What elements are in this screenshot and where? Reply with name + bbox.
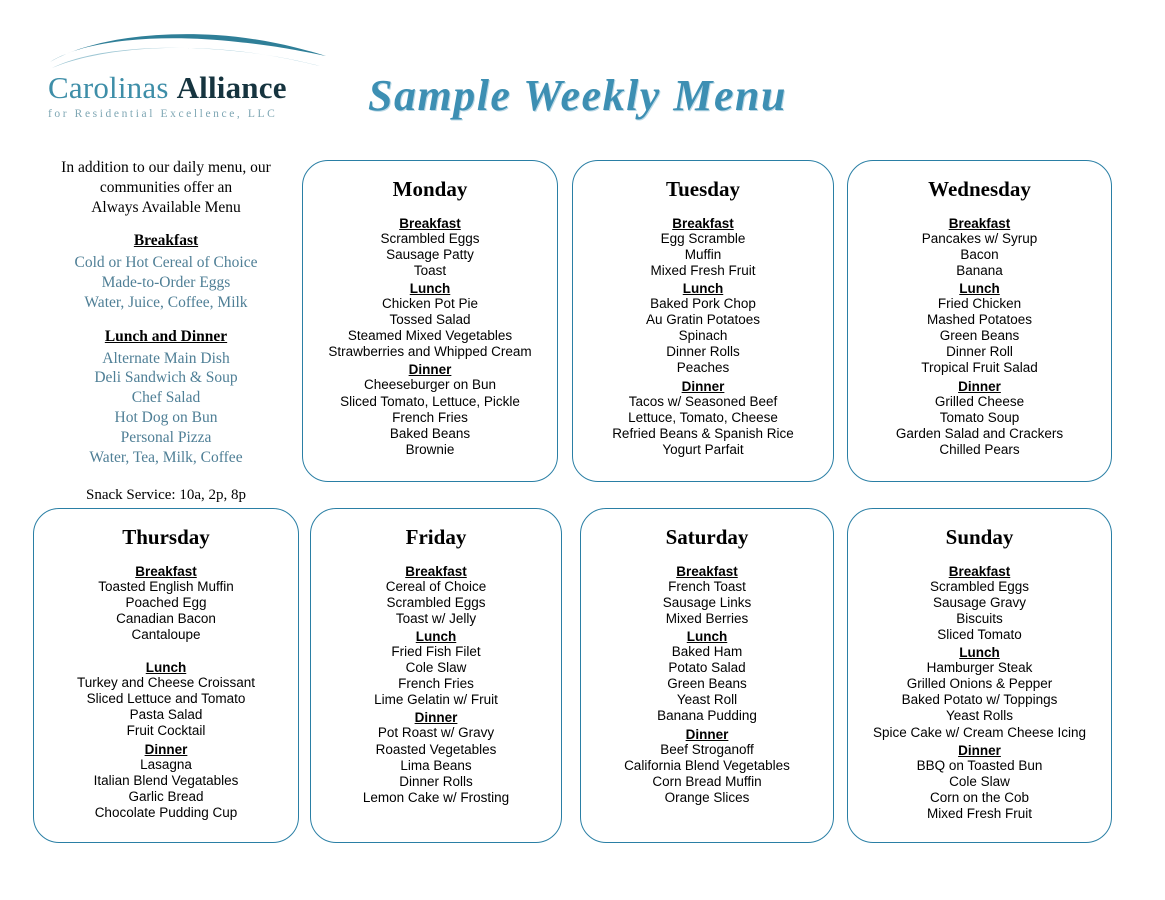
always-available-sections <box>30 231 302 467</box>
menu-item: Dinner Roll <box>946 344 1013 360</box>
menu-item: Baked Beans <box>389 425 471 441</box>
menu-item: Chicken Pot Pie <box>381 296 479 312</box>
menu-item: Dinner Rolls <box>399 773 473 789</box>
day-card-wednesday <box>847 160 1112 482</box>
menu-item: Green Beans <box>939 328 1020 344</box>
always-available-intro-line: Always Available Menu <box>91 198 241 216</box>
menu-item: French Fries <box>392 409 468 425</box>
menu-item: Dinner Rolls <box>666 344 740 360</box>
menu-item: Lima Beans <box>400 757 472 773</box>
menu-item: Scrambled Eggs <box>380 231 480 246</box>
meal-heading-dinner: Dinner <box>685 726 729 742</box>
meal-heading-dinner: Dinner <box>414 710 458 726</box>
menu-item: Sausage Links <box>662 595 752 611</box>
menu-item: Mixed Fresh Fruit <box>926 805 1033 821</box>
menu-item: Tropical Fruit Salad <box>921 360 1038 376</box>
day-title: Saturday <box>665 525 749 549</box>
menu-item: Baked Pork Chop <box>650 296 756 312</box>
day-card-monday <box>302 160 558 482</box>
menu-item: Scrambled Eggs <box>386 595 486 611</box>
always-available-item: Alternate Main Dish <box>102 349 230 367</box>
always-available-item: Personal Pizza <box>120 428 212 446</box>
always-available-item: Made-to-Order Eggs <box>101 274 231 292</box>
menu-item: Mashed Potatoes <box>926 312 1033 328</box>
menu-item: Tomato Soup <box>939 409 1020 425</box>
day-card-saturday <box>580 508 834 843</box>
day-title: Sunday <box>945 525 1014 549</box>
menu-item: Banana <box>956 263 1003 279</box>
menu-item: Mixed Berries <box>665 611 749 627</box>
meal-heading-lunch: Lunch <box>682 281 724 297</box>
day-title: Wednesday <box>928 177 1031 201</box>
menu-item: Garden Salad and Crackers <box>895 425 1064 441</box>
always-available-heading: Lunch and Dinner <box>104 327 228 345</box>
meal-heading-breakfast: Breakfast <box>676 564 738 579</box>
logo-swoosh-icon <box>48 32 330 74</box>
meal-heading-breakfast: Breakfast <box>135 564 197 579</box>
menu-item: Refried Beans & Spanish Rice <box>612 425 794 441</box>
menu-item: Mixed Fresh Fruit <box>650 263 756 279</box>
menu-item: Beef Stroganoff <box>660 741 754 757</box>
day-card-sunday <box>847 508 1112 843</box>
meal-heading-dinner: Dinner <box>958 378 1001 394</box>
meal-heading-lunch: Lunch <box>145 660 187 676</box>
menu-item: Peaches <box>676 360 730 376</box>
menu-item: Au Gratin Potatoes <box>645 312 761 328</box>
meal-heading-dinner: Dinner <box>958 742 1001 758</box>
menu-item: Egg Scramble <box>660 231 746 246</box>
day-title: Monday <box>392 177 468 201</box>
menu-item: Cheeseburger on Bun <box>363 377 497 393</box>
menu-item: Fruit Cocktail <box>126 723 206 739</box>
menu-item: Lasagna <box>140 756 192 772</box>
menu-item: Italian Blend Vegatables <box>93 772 239 788</box>
spacer <box>34 643 298 658</box>
meal-heading-breakfast: Breakfast <box>399 216 461 231</box>
menu-item: Grilled Cheese <box>934 393 1025 409</box>
always-available-intro-line: communities offer an <box>99 178 233 196</box>
menu-item: Green Beans <box>667 676 747 692</box>
meal-heading-lunch: Lunch <box>959 645 1000 661</box>
meal-heading-dinner: Dinner <box>408 362 452 378</box>
meal-heading-lunch: Lunch <box>415 629 457 645</box>
menu-item: Toast <box>413 263 447 279</box>
logo-tagline: for Residential Excellence, LLC <box>48 107 278 120</box>
menu-item: Corn Bread Muffin <box>652 773 762 789</box>
menu-item: Yeast Roll <box>676 692 738 708</box>
menu-item: Steamed Mixed Vegetables <box>347 328 513 344</box>
menu-item: Biscuits <box>956 611 1003 627</box>
menu-item: Baked Potato w/ Toppings <box>901 692 1058 708</box>
menu-item: Toasted English Muffin <box>98 579 234 594</box>
menu-item: Sliced Tomato <box>937 627 1022 643</box>
always-available-item: Chef Salad <box>131 389 201 407</box>
menu-item: Pasta Salad <box>129 707 203 723</box>
menu-item: Lemon Cake w/ Frosting <box>362 789 510 805</box>
menu-item: Turkey and Cheese Croissant <box>76 675 256 691</box>
menu-item: Chocolate Pudding Cup <box>94 804 238 820</box>
menu-item: Pancakes w/ Syrup <box>921 231 1038 246</box>
logo-company-name <box>48 72 338 105</box>
menu-item: Cole Slaw <box>405 660 467 676</box>
always-available-panel <box>30 158 302 525</box>
menu-item: Chilled Pears <box>939 441 1020 457</box>
menu-item: Brownie <box>405 441 455 457</box>
always-available-intro-line: In addition to our daily menu, our <box>61 159 271 176</box>
menu-item: Lettuce, Tomato, Cheese <box>628 409 778 425</box>
always-available-heading: Breakfast <box>133 232 199 250</box>
meal-heading-lunch: Lunch <box>409 281 451 297</box>
menu-item: Strawberries and Whipped Cream <box>328 344 532 360</box>
menu-item: Pot Roast w/ Gravy <box>377 725 495 741</box>
menu-item: Scrambled Eggs <box>929 579 1030 594</box>
company-logo <box>48 32 338 120</box>
menu-item: Sausage Gravy <box>932 595 1027 611</box>
day-title: Tuesday <box>666 177 740 201</box>
menu-item: Tossed Salad <box>389 312 471 328</box>
meal-heading-lunch: Lunch <box>686 629 728 645</box>
menu-item: Sausage Patty <box>386 247 474 263</box>
menu-item: Garlic Bread <box>128 788 204 804</box>
menu-item: Bacon <box>960 247 999 263</box>
menu-item: Sliced Tomato, Lettuce, Pickle <box>340 393 520 409</box>
menu-item: Fried Fish Filet <box>391 644 481 660</box>
page-title: Sample Weekly Menu <box>368 71 787 120</box>
day-title: Thursday <box>122 525 210 549</box>
menu-item: California Blend Vegetables <box>624 757 790 773</box>
always-available-item: Hot Dog on Bun <box>114 409 218 427</box>
menu-item: Canadian Bacon <box>116 611 216 627</box>
menu-item: Spinach <box>678 328 728 344</box>
menu-item: Poached Egg <box>125 595 207 611</box>
menu-item: Yeast Rolls <box>945 708 1014 724</box>
menu-item: Orange Slices <box>664 789 750 805</box>
menu-item: Corn on the Cob <box>929 789 1030 805</box>
menu-item: Hamburger Steak <box>926 660 1033 676</box>
always-available-item: Water, Tea, Milk, Coffee <box>89 448 243 466</box>
menu-item: Fried Chicken <box>937 296 1022 312</box>
always-available-item: Cold or Hot Cereal of Choice <box>74 254 258 272</box>
menu-item: French Fries <box>398 676 474 692</box>
menu-item: Potato Salad <box>668 660 746 676</box>
day-card-friday <box>310 508 562 843</box>
meal-heading-breakfast: Breakfast <box>405 564 467 579</box>
document-header <box>0 18 1165 148</box>
menu-item: Cantaloupe <box>131 627 201 643</box>
logo-name-part1: Carolinas <box>48 70 169 105</box>
menu-item: Muffin <box>684 247 722 263</box>
menu-item: Roasted Vegetables <box>375 741 497 757</box>
menu-item: BBQ on Toasted Bun <box>916 757 1043 773</box>
spacer <box>30 313 302 327</box>
meal-heading-breakfast: Breakfast <box>948 216 1011 231</box>
always-available-intro <box>30 158 302 217</box>
menu-item: French Toast <box>668 579 746 594</box>
menu-item: Tacos w/ Seasoned Beef <box>628 393 778 409</box>
day-card-tuesday <box>572 160 834 482</box>
menu-item: Cole Slaw <box>949 773 1010 789</box>
day-card-thursday <box>33 508 299 843</box>
menu-item: Grilled Onions & Pepper <box>906 676 1053 692</box>
day-title: Friday <box>405 525 467 549</box>
menu-item: Baked Ham <box>671 644 743 660</box>
menu-item: Sliced Lettuce and Tomato <box>86 691 246 707</box>
always-available-item: Deli Sandwich & Soup <box>94 369 238 387</box>
menu-item: Lime Gelatin w/ Fruit <box>374 692 498 708</box>
menu-item: Spice Cake w/ Cream Cheese Icing <box>872 724 1087 740</box>
logo-name-part2: Alliance <box>176 70 287 105</box>
menu-item: Toast w/ Jelly <box>395 611 477 627</box>
snack-service-line: Snack Service: 10a, 2p, 8p <box>86 486 246 503</box>
meal-heading-lunch: Lunch <box>959 281 1000 297</box>
meal-heading-breakfast: Breakfast <box>672 216 734 231</box>
menu-item: Banana Pudding <box>657 708 757 724</box>
meal-heading-dinner: Dinner <box>144 741 188 757</box>
meal-heading-dinner: Dinner <box>681 378 725 394</box>
meal-heading-breakfast: Breakfast <box>948 564 1011 579</box>
menu-item: Yogurt Parfait <box>662 441 744 457</box>
always-available-item: Water, Juice, Coffee, Milk <box>84 293 248 311</box>
menu-item: Cereal of Choice <box>385 579 487 594</box>
